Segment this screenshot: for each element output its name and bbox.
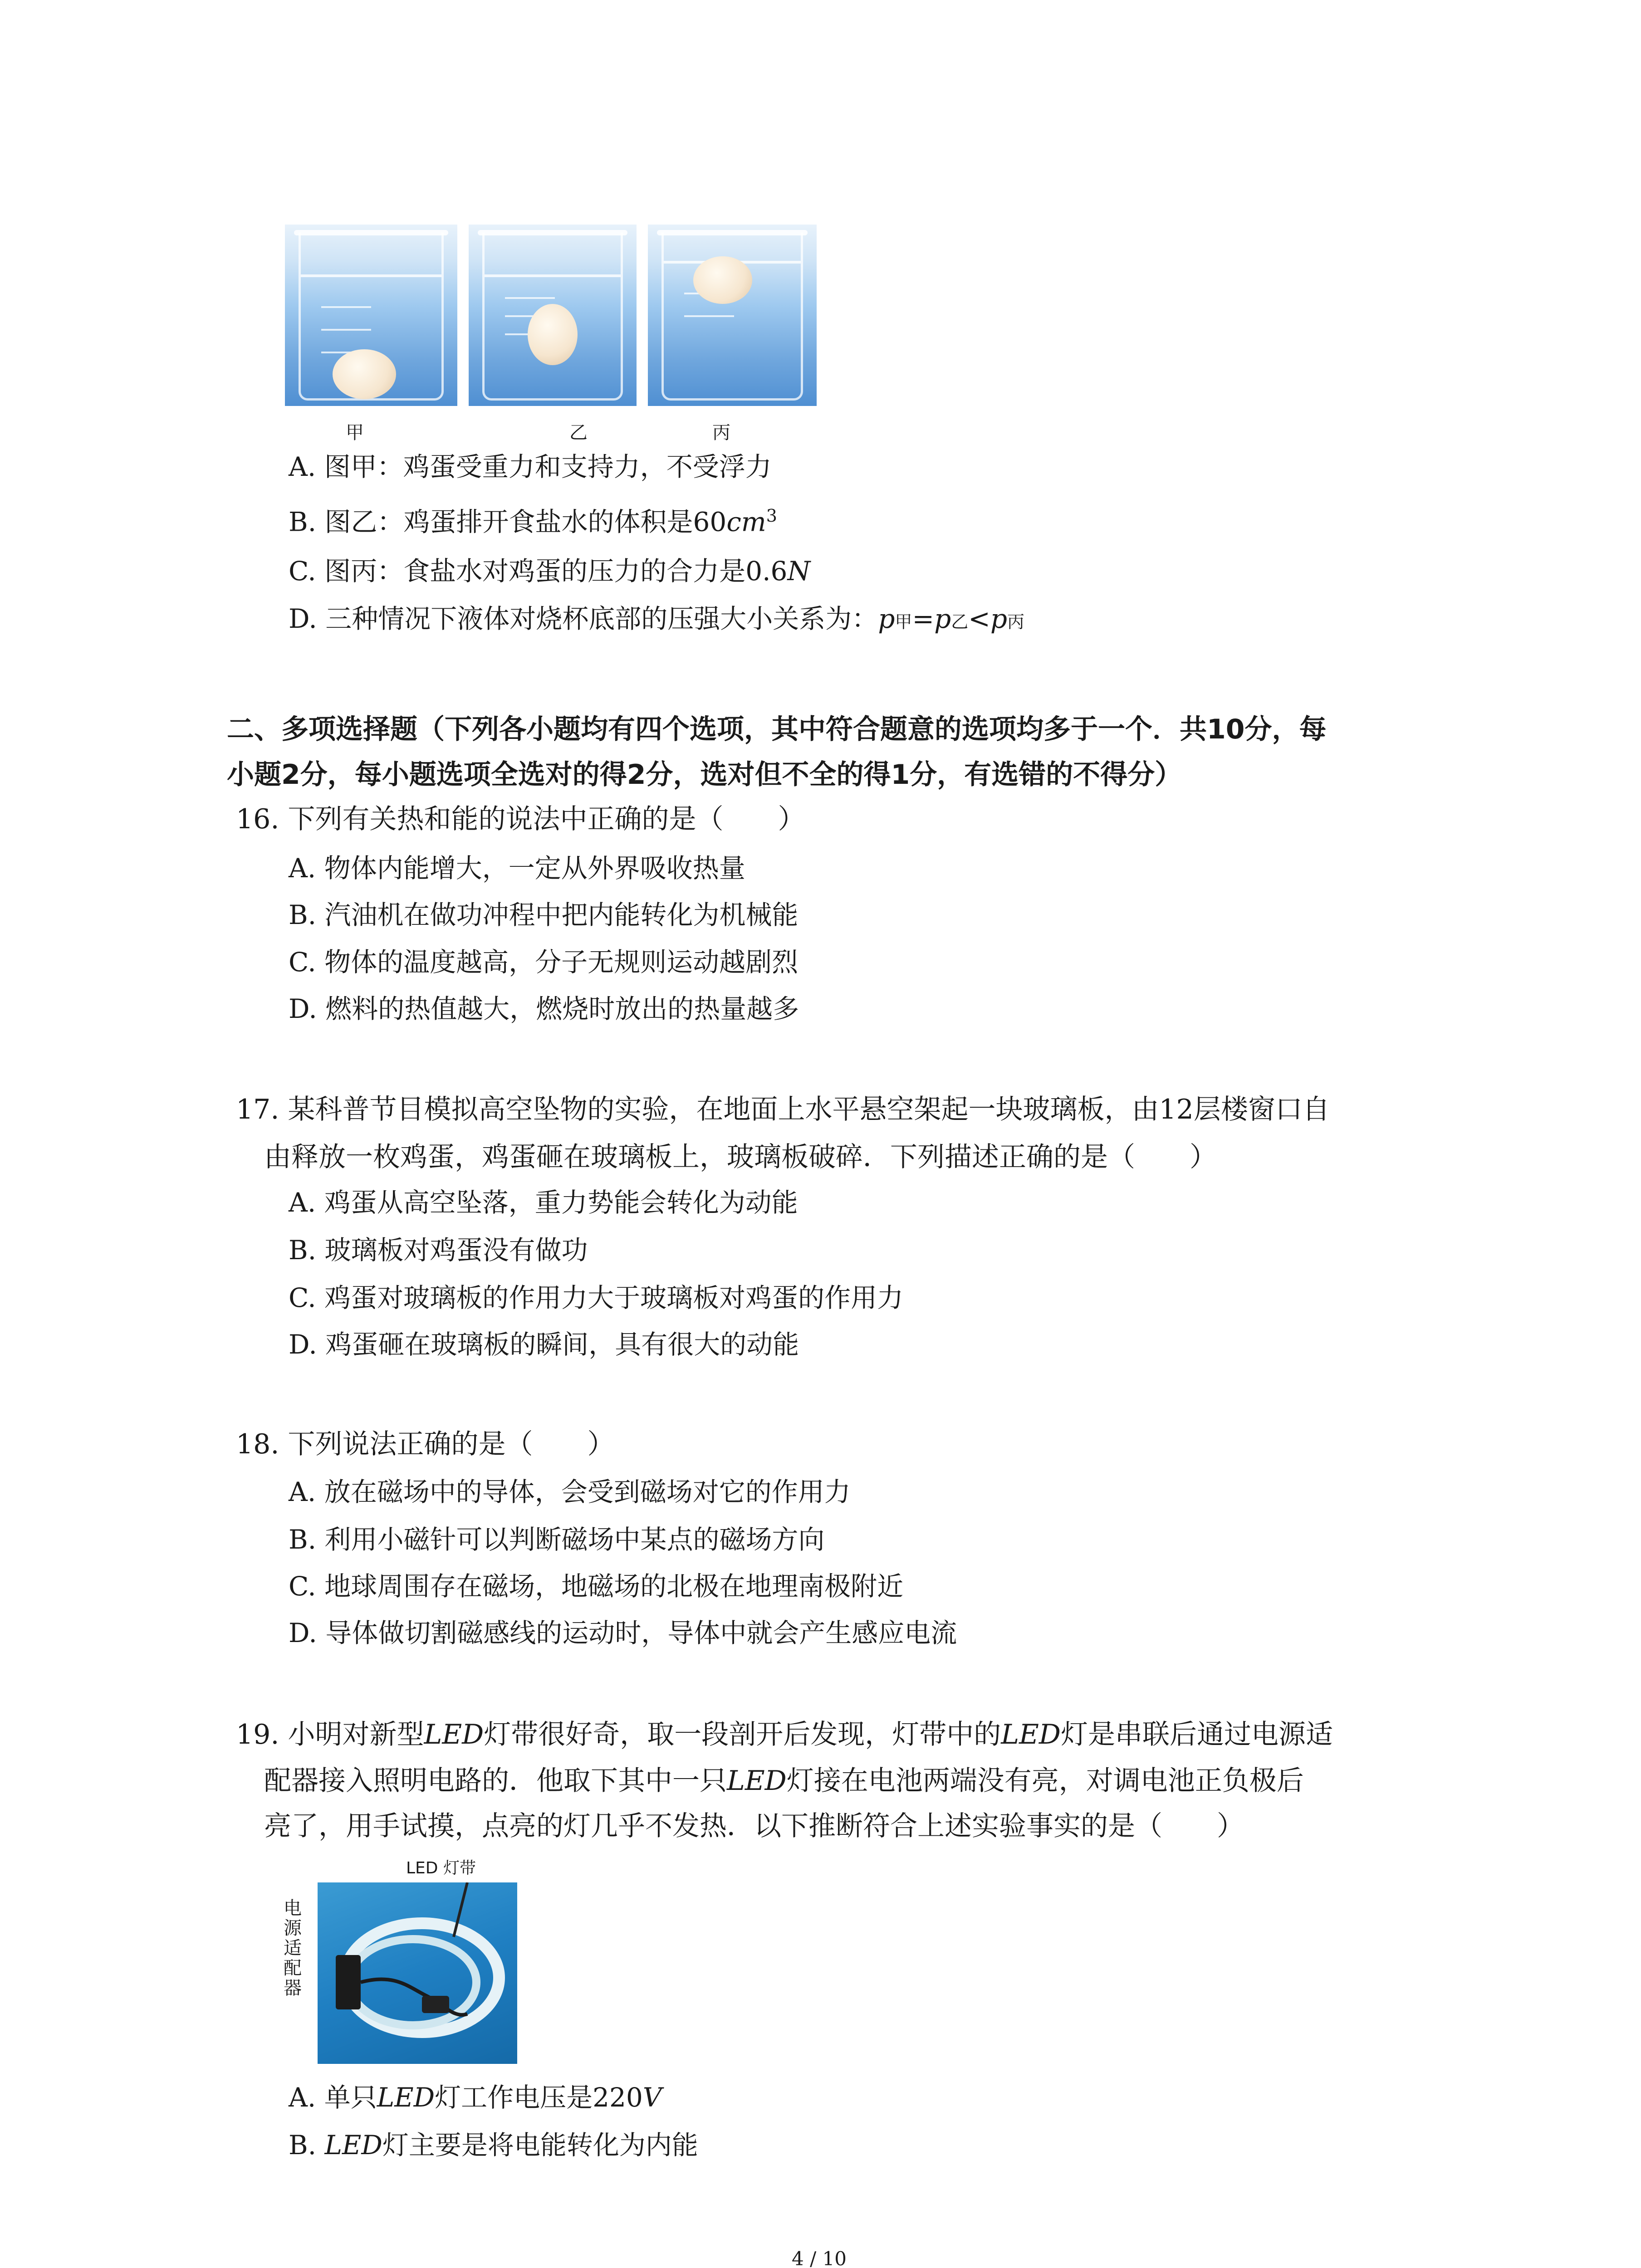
q16-stem: 16. 下列有关热和能的说法中正确的是（ ） (236, 803, 805, 835)
power-adapter-label: 电 源 适 配 器 (284, 1898, 302, 1999)
q17-option-a: A. 鸡蛋从高空坠落，重力势能会转化为动能 (289, 1187, 798, 1218)
caption-yi: 乙 (569, 422, 588, 443)
beaker-yi-image (469, 225, 637, 406)
q18-stem: 18. 下列说法正确的是（ ） (236, 1428, 615, 1460)
q17-option-b: B. 玻璃板对鸡蛋没有做功 (289, 1235, 588, 1266)
q17-option-c: C. 鸡蛋对玻璃板的作用力大于玻璃板对鸡蛋的作用力 (289, 1282, 904, 1313)
beaker-bing-image (648, 225, 817, 406)
q16-option-c: C. 物体的温度越高，分子无规则运动越剧烈 (289, 947, 798, 978)
q19-option-b: B. LED灯主要是将电能转化为内能 (289, 2130, 698, 2160)
q17-stem-line2: 由释放一枚鸡蛋，鸡蛋砸在玻璃板上，玻璃板破碎．下列描述正确的是（ ） (264, 1141, 1217, 1173)
page-number: 4 / 10 (792, 2248, 847, 2268)
q15-option-c: C. 图丙：食盐水对鸡蛋的压力的合力是0.6N (289, 556, 811, 587)
led-strip-label: LED 灯带 (406, 1859, 476, 1877)
q18-option-b: B. 利用小磁针可以判断磁场中某点的磁场方向 (289, 1524, 825, 1555)
q16-option-b: B. 汽油机在做功冲程中把内能转化为机械能 (289, 899, 798, 930)
q19-stem-line1: 19. 小明对新型LED灯带很好奇，取一段剖开后发现，灯带中的LED灯是串联后通过电源适 (236, 1719, 1333, 1750)
q18-option-a: A. 放在磁场中的导体，会受到磁场对它的作用力 (289, 1476, 851, 1507)
q19-stem-line2: 配器接入照明电路的．他取下其中一只LED灯接在电池两端没有亮，对调电池正负极后 (264, 1765, 1304, 1797)
q17-stem-line1: 17. 某科普节目模拟高空坠物的实验，在地面上水平悬空架起一块玻璃板，由12层楼窗口自 (236, 1094, 1330, 1125)
q16-option-d: D. 燃料的热值越大，燃烧时放出的热量越多 (289, 993, 799, 1024)
q17-option-d: D. 鸡蛋砸在玻璃板的瞬间，具有很大的动能 (289, 1329, 799, 1360)
caption-jia: 甲 (346, 422, 364, 443)
q15-option-d: D. 三种情况下液体对烧杯底部的压强大小关系为：p甲=p乙<p丙 (289, 603, 1024, 634)
led-strip-image (318, 1882, 517, 2064)
q18-option-d: D. 导体做切割磁感线的运动时，导体中就会产生感应电流 (289, 1618, 957, 1648)
q19-stem-line3: 亮了，用手试摸，点亮的灯几乎不发热．以下推断符合上述实验事实的是（ ） (264, 1810, 1244, 1842)
q19-option-a: A. 单只LED灯工作电压是220V (289, 2082, 662, 2113)
q18-option-c: C. 地球周围存在磁场，地磁场的北极在地理南极附近 (289, 1571, 904, 1602)
caption-bing: 丙 (712, 422, 730, 443)
section-2-heading-line1: 二、多项选择题（下列各小题均有四个选项，其中符合题意的选项均多于一个．共10分，每 (227, 714, 1327, 745)
beaker-jia-image (285, 225, 457, 406)
q15-option-b: B. 图乙：鸡蛋排开食盐水的体积是$60cm^3$ (289, 506, 777, 538)
q15-option-a: A. 图甲：鸡蛋受重力和支持力，不受浮力 (289, 451, 772, 482)
q16-option-a: A. 物体内能增大，一定从外界吸收热量 (289, 853, 745, 884)
section-2-heading-line2: 小题2分，每小题选项全选对的得2分，选对但不全的得1分，有选错的不得分） (227, 759, 1182, 791)
